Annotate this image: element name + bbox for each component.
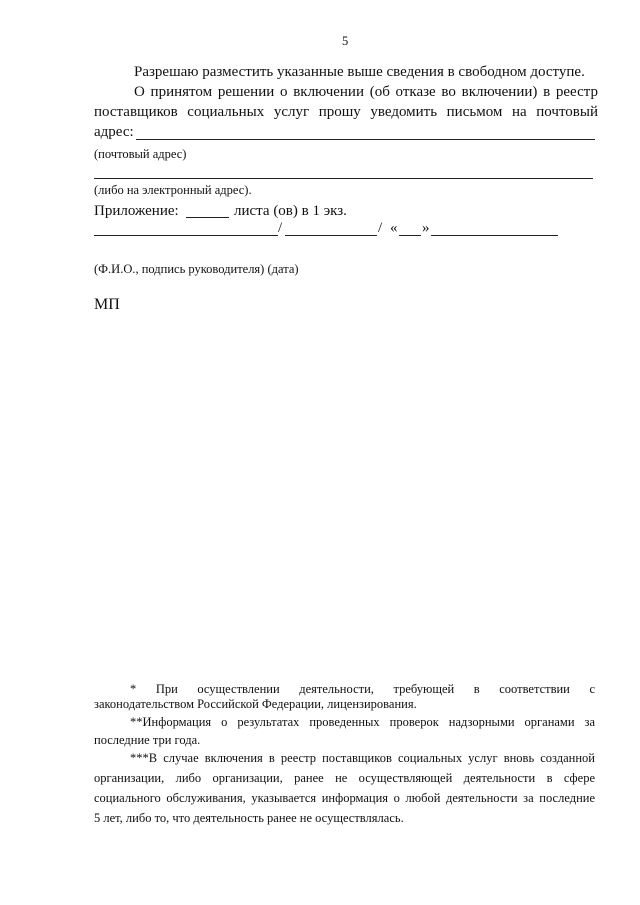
- footnote-3-line-4: 5 лет, либо то, что деятельность ранее не осуществлялась.: [94, 811, 404, 825]
- signature-caption: (Ф.И.О., подпись руководителя) (дата): [94, 262, 299, 276]
- address-label: адрес:: [94, 124, 134, 140]
- footnote-1-line-2: законодательством Российской Федерации, лицензирования.: [94, 697, 417, 711]
- footnote-3-line-3: социального обслуживания, указывается информация о любой деятельности за последние: [94, 791, 595, 805]
- name-line: [94, 235, 278, 236]
- email-address-caption: (либо на электронный адрес).: [94, 183, 252, 197]
- attachment-count-line: [186, 217, 229, 218]
- email-address-line: [94, 178, 593, 179]
- signature-line: [285, 235, 377, 236]
- footnote-3-line-2: организации, либо организации, ранее не осуществляющей деятельности в сфере: [94, 771, 595, 785]
- footnote-2-line-2: последние три года.: [94, 733, 201, 747]
- date-quote-close: »: [422, 220, 430, 236]
- footnote-1-line-1: * При осуществлении деятельности, требующей в соответствии с: [130, 682, 595, 696]
- signature-slash-1: /: [278, 220, 283, 236]
- signature-slash-2: /: [378, 220, 383, 236]
- notify-line-2: поставщиков социальных услуг прошу уведомить письмом на почтовый: [94, 104, 598, 120]
- attachment-tail: листа (ов) в 1 экз.: [234, 203, 347, 219]
- page-number: 5: [342, 34, 349, 48]
- footnote-3-line-1: ***В случае включения в реестр поставщиков социальных услуг вновь созданной: [130, 751, 595, 765]
- date-month-line: [431, 235, 558, 236]
- date-day-line: [399, 235, 421, 236]
- footnote-2-line-1: **Информация о результатах проведенных проверок надзорными органами за: [130, 715, 595, 729]
- consent-text: Разрешаю разместить указанные выше сведения в свободном доступе.: [134, 64, 585, 80]
- attachment-label: Приложение:: [94, 203, 179, 219]
- seal-label: МП: [94, 296, 120, 313]
- postal-address-line: [136, 139, 595, 140]
- postal-address-caption: (почтовый адрес): [94, 147, 187, 161]
- notify-line-1: О принятом решении о включении (об отказе во включении) в реестр: [134, 84, 598, 100]
- date-quote-open: «: [390, 220, 398, 236]
